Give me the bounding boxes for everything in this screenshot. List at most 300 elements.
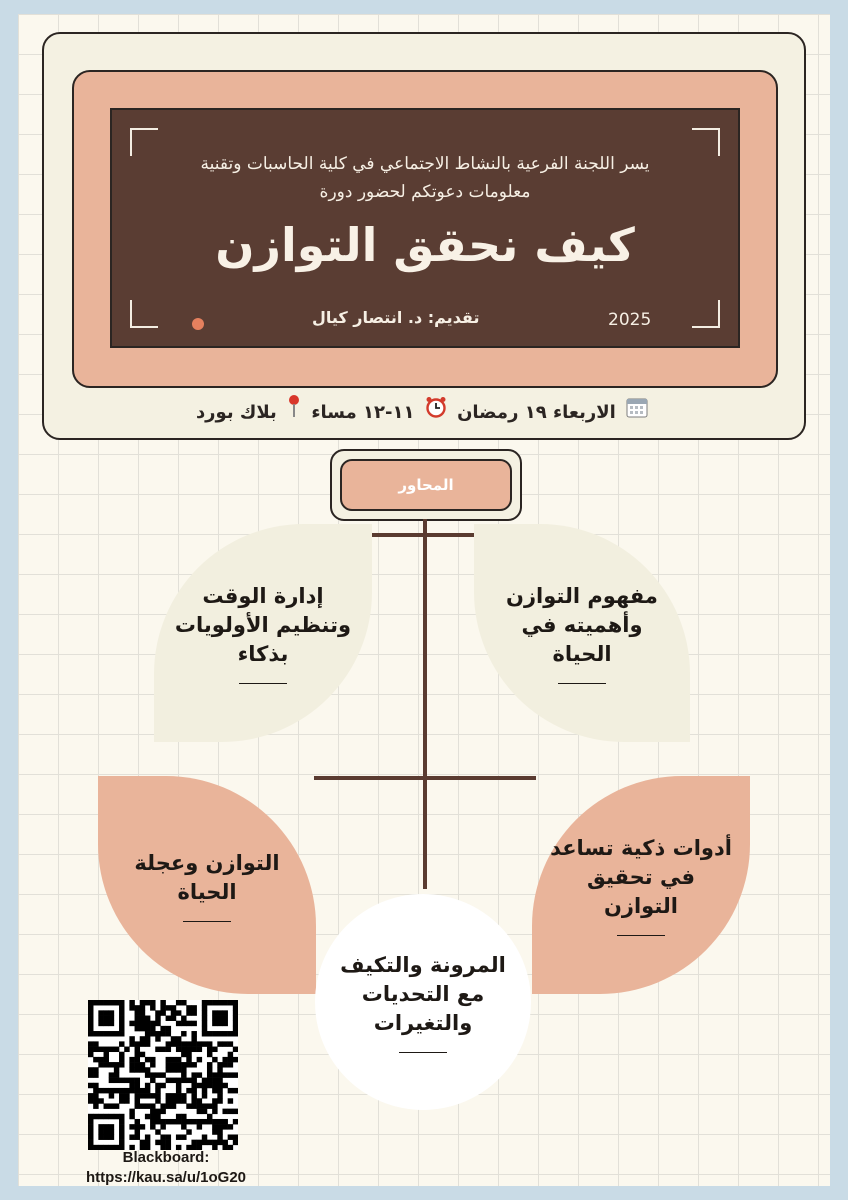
qr-module xyxy=(202,1103,207,1108)
qr-module xyxy=(140,1000,145,1005)
qr-module xyxy=(202,1134,207,1139)
qr-module xyxy=(233,1016,238,1021)
qr-module xyxy=(171,1005,176,1010)
qr-module xyxy=(114,1067,119,1072)
qr-module xyxy=(160,1140,165,1145)
qr-module xyxy=(145,1093,150,1098)
qr-module xyxy=(191,1010,196,1015)
qr-module xyxy=(166,1093,171,1098)
qr-module xyxy=(212,1072,217,1077)
qr-module xyxy=(104,1114,109,1119)
qr-module xyxy=(207,1062,212,1067)
axis-item-2: إدارة الوقت وتنظيم الأولويات بذكاء xyxy=(154,524,372,742)
qr-module xyxy=(217,1072,222,1077)
qr-module xyxy=(166,1026,171,1031)
qr-module xyxy=(202,1021,207,1026)
qr-module xyxy=(191,1005,196,1010)
qr-module xyxy=(93,1114,98,1119)
qr-module xyxy=(181,1119,186,1124)
qr-module xyxy=(140,1026,145,1031)
qr-module xyxy=(150,1114,155,1119)
axes-label-frame xyxy=(330,449,522,521)
qr-module xyxy=(181,1124,186,1129)
qr-module xyxy=(135,1067,140,1072)
qr-module xyxy=(88,1041,93,1046)
qr-module xyxy=(109,1114,114,1119)
registration-link[interactable]: https://kau.sa/u/1oG20 xyxy=(85,1169,247,1186)
qr-module xyxy=(109,1031,114,1036)
qr-module xyxy=(222,1021,227,1026)
qr-module xyxy=(207,1103,212,1108)
qr-code[interactable] xyxy=(88,1000,238,1150)
qr-module xyxy=(109,1010,114,1015)
qr-module xyxy=(233,1000,238,1005)
qr-module xyxy=(233,1109,238,1114)
qr-module xyxy=(155,1093,160,1098)
qr-module xyxy=(171,1078,176,1083)
qr-module xyxy=(228,1031,233,1036)
qr-module xyxy=(150,1103,155,1108)
qr-module xyxy=(171,1016,176,1021)
qr-module xyxy=(129,1088,134,1093)
qr-module xyxy=(155,1109,160,1114)
qr-module xyxy=(217,1093,222,1098)
qr-module xyxy=(140,1010,145,1015)
qr-module xyxy=(119,1088,124,1093)
qr-module xyxy=(140,1041,145,1046)
qr-module xyxy=(202,1119,207,1124)
qr-module xyxy=(145,1057,150,1062)
qr-module xyxy=(186,1062,191,1067)
qr-module xyxy=(191,1103,196,1108)
qr-module xyxy=(207,1140,212,1145)
qr-module xyxy=(176,1041,181,1046)
qr-module xyxy=(124,1047,129,1052)
qr-module xyxy=(217,1067,222,1072)
qr-module xyxy=(119,1010,124,1015)
qr-module xyxy=(104,1000,109,1005)
decorative-dot xyxy=(192,318,204,330)
qr-module xyxy=(202,1041,207,1046)
qr-module xyxy=(222,1124,227,1129)
qr-module xyxy=(129,1036,134,1041)
qr-module xyxy=(217,1129,222,1134)
qr-module xyxy=(217,1098,222,1103)
qr-module xyxy=(109,1072,114,1077)
qr-module xyxy=(104,1057,109,1062)
qr-module xyxy=(217,1016,222,1021)
qr-module xyxy=(160,1134,165,1139)
qr-module xyxy=(98,1010,103,1015)
qr-module xyxy=(119,1093,124,1098)
qr-module xyxy=(166,1134,171,1139)
qr-module xyxy=(160,1026,165,1031)
qr-module xyxy=(119,1062,124,1067)
qr-module xyxy=(181,1021,186,1026)
qr-module xyxy=(171,1057,176,1062)
qr-module xyxy=(176,1047,181,1052)
qr-module xyxy=(171,1062,176,1067)
qr-module xyxy=(217,1000,222,1005)
qr-module xyxy=(191,1083,196,1088)
qr-module xyxy=(212,1129,217,1134)
qr-module xyxy=(217,1078,222,1083)
qr-module xyxy=(119,1119,124,1124)
course-title: كيف نحقق التوازن xyxy=(215,218,635,272)
qr-module xyxy=(109,1103,114,1108)
qr-module xyxy=(212,1057,217,1062)
qr-module xyxy=(119,1129,124,1134)
qr-module xyxy=(140,1093,145,1098)
axis-item-4: التوازن وعجلة الحياة xyxy=(98,776,316,994)
qr-module xyxy=(191,1098,196,1103)
qr-module xyxy=(181,1031,186,1036)
qr-module xyxy=(135,1010,140,1015)
qr-module xyxy=(222,1010,227,1015)
qr-module xyxy=(207,1067,212,1072)
qr-module xyxy=(135,1021,140,1026)
divider xyxy=(617,935,665,936)
qr-module xyxy=(233,1005,238,1010)
qr-module xyxy=(88,1140,93,1145)
qr-module xyxy=(155,1129,160,1134)
qr-module xyxy=(114,1078,119,1083)
qr-module xyxy=(212,1021,217,1026)
qr-module xyxy=(88,1031,93,1036)
qr-module xyxy=(114,1088,119,1093)
qr-module xyxy=(202,1083,207,1088)
qr-module xyxy=(222,1057,227,1062)
qr-module xyxy=(176,1114,181,1119)
qr-module xyxy=(109,1088,114,1093)
qr-module xyxy=(145,1134,150,1139)
qr-module xyxy=(135,1088,140,1093)
qr-module xyxy=(140,1140,145,1145)
qr-module xyxy=(135,1016,140,1021)
qr-module xyxy=(150,1119,155,1124)
qr-module xyxy=(155,1119,160,1124)
qr-module xyxy=(166,1078,171,1083)
qr-module xyxy=(129,1124,134,1129)
qr-module xyxy=(212,1140,217,1145)
qr-module xyxy=(197,1119,202,1124)
qr-module xyxy=(155,1088,160,1093)
qr-module xyxy=(109,1000,114,1005)
qr-module xyxy=(176,1119,181,1124)
qr-module xyxy=(228,1057,233,1062)
qr-module xyxy=(212,1016,217,1021)
qr-module xyxy=(191,1072,196,1077)
qr-module xyxy=(135,1062,140,1067)
qr-module xyxy=(119,1124,124,1129)
qr-module xyxy=(129,1062,134,1067)
qr-module xyxy=(160,1005,165,1010)
qr-module xyxy=(135,1093,140,1098)
qr-module xyxy=(217,1124,222,1129)
qr-module xyxy=(135,1047,140,1052)
qr-module xyxy=(181,1000,186,1005)
qr-module xyxy=(150,1000,155,1005)
qr-module xyxy=(135,1026,140,1031)
qr-module xyxy=(129,1114,134,1119)
qr-module xyxy=(119,1031,124,1036)
qr-module xyxy=(181,1098,186,1103)
qr-module xyxy=(160,1072,165,1077)
event-time: ١١-١٢ مساء xyxy=(311,402,415,423)
qr-module xyxy=(186,1047,191,1052)
qr-module xyxy=(217,1021,222,1026)
qr-module xyxy=(191,1036,196,1041)
qr-module xyxy=(228,1098,233,1103)
qr-module xyxy=(88,1083,93,1088)
qr-module xyxy=(191,1119,196,1124)
header-panel xyxy=(110,108,740,348)
qr-module xyxy=(119,1000,124,1005)
qr-module xyxy=(150,1093,155,1098)
qr-module xyxy=(145,1083,150,1088)
qr-module xyxy=(93,1103,98,1108)
qr-module xyxy=(119,1026,124,1031)
qr-module xyxy=(160,1119,165,1124)
qr-module xyxy=(212,1083,217,1088)
qr-module xyxy=(93,1047,98,1052)
qr-module xyxy=(155,1021,160,1026)
qr-module xyxy=(171,1067,176,1072)
qr-module xyxy=(104,1134,109,1139)
qr-module xyxy=(207,1114,212,1119)
qr-module xyxy=(197,1103,202,1108)
qr-module xyxy=(129,1021,134,1026)
qr-module xyxy=(212,1078,217,1083)
qr-module xyxy=(98,1016,103,1021)
qr-module xyxy=(197,1140,202,1145)
qr-module xyxy=(98,1114,103,1119)
qr-module xyxy=(104,1129,109,1134)
qr-module xyxy=(88,1052,93,1057)
qr-module xyxy=(217,1119,222,1124)
qr-module xyxy=(186,1041,191,1046)
qr-module xyxy=(135,1041,140,1046)
qr-module xyxy=(207,1078,212,1083)
alarm-clock-icon xyxy=(425,396,447,423)
qr-module xyxy=(88,1000,93,1005)
qr-module xyxy=(176,1083,181,1088)
qr-module xyxy=(207,1041,212,1046)
registration-caption xyxy=(46,1148,286,1186)
qr-module xyxy=(233,1010,238,1015)
qr-module xyxy=(222,1083,227,1088)
qr-module xyxy=(135,1057,140,1062)
qr-module xyxy=(181,1114,186,1119)
qr-module xyxy=(160,1047,165,1052)
qr-module xyxy=(98,1124,103,1129)
qr-module xyxy=(217,1062,222,1067)
qr-module xyxy=(166,1140,171,1145)
qr-module xyxy=(181,1047,186,1052)
qr-module xyxy=(186,1052,191,1057)
qr-module xyxy=(140,1021,145,1026)
qr-module xyxy=(145,1000,150,1005)
qr-module xyxy=(186,1021,191,1026)
corner-bracket xyxy=(692,300,720,328)
axis-item-1: مفهوم التوازن وأهميته في الحياة xyxy=(474,524,690,742)
qr-module xyxy=(166,1119,171,1124)
qr-module xyxy=(228,1052,233,1057)
qr-module xyxy=(233,1047,238,1052)
qr-module xyxy=(114,1114,119,1119)
qr-module xyxy=(150,1021,155,1026)
qr-module xyxy=(166,1098,171,1103)
qr-module xyxy=(119,1052,124,1057)
qr-module xyxy=(207,1031,212,1036)
qr-module xyxy=(98,1021,103,1026)
qr-module xyxy=(202,1093,207,1098)
qr-module xyxy=(155,1031,160,1036)
qr-module xyxy=(197,1072,202,1077)
qr-module xyxy=(181,1078,186,1083)
qr-module xyxy=(191,1041,196,1046)
qr-module xyxy=(104,1052,109,1057)
qr-module xyxy=(98,1031,103,1036)
qr-module xyxy=(93,1088,98,1093)
qr-module xyxy=(207,1083,212,1088)
qr-module xyxy=(135,1119,140,1124)
qr-module xyxy=(181,1067,186,1072)
qr-module xyxy=(93,1072,98,1077)
qr-module xyxy=(207,1047,212,1052)
axes-label: المحاور xyxy=(340,459,512,511)
qr-module xyxy=(109,1047,114,1052)
qr-module xyxy=(228,1072,233,1077)
qr-module xyxy=(88,1005,93,1010)
qr-module xyxy=(140,1067,145,1072)
qr-module xyxy=(212,1103,217,1108)
qr-module xyxy=(104,1010,109,1015)
qr-module xyxy=(171,1103,176,1108)
qr-module xyxy=(233,1026,238,1031)
qr-module xyxy=(186,1078,191,1083)
qr-module xyxy=(207,1119,212,1124)
qr-module xyxy=(124,1078,129,1083)
qr-module xyxy=(145,1041,150,1046)
qr-module xyxy=(212,1109,217,1114)
qr-module xyxy=(186,1119,191,1124)
axis-item-5: المرونة والتكيف مع التحديات والتغيرات xyxy=(315,894,531,1110)
qr-module xyxy=(228,1041,233,1046)
qr-module xyxy=(88,1114,93,1119)
qr-module xyxy=(166,1016,171,1021)
qr-module xyxy=(98,1000,103,1005)
qr-module xyxy=(166,1041,171,1046)
qr-module xyxy=(145,1088,150,1093)
qr-module xyxy=(104,1103,109,1108)
qr-module xyxy=(202,1109,207,1114)
qr-module xyxy=(155,1016,160,1021)
qr-module xyxy=(212,1124,217,1129)
qr-module xyxy=(150,1026,155,1031)
qr-module xyxy=(88,1093,93,1098)
qr-module xyxy=(114,1047,119,1052)
year: 2025 xyxy=(608,310,652,330)
qr-module xyxy=(197,1057,202,1062)
qr-module xyxy=(88,1124,93,1129)
qr-module xyxy=(197,1083,202,1088)
qr-module xyxy=(155,1036,160,1041)
qr-module xyxy=(202,1078,207,1083)
corner-bracket xyxy=(130,300,158,328)
qr-module xyxy=(145,1140,150,1145)
qr-module xyxy=(233,1134,238,1139)
qr-module xyxy=(98,1129,103,1134)
qr-module xyxy=(135,1124,140,1129)
qr-module xyxy=(197,1109,202,1114)
qr-module xyxy=(186,1129,191,1134)
qr-module xyxy=(145,1031,150,1036)
qr-module xyxy=(181,1134,186,1139)
qr-module xyxy=(98,1047,103,1052)
qr-module xyxy=(202,1140,207,1145)
qr-module xyxy=(222,1072,227,1077)
qr-module xyxy=(160,1010,165,1015)
qr-module xyxy=(155,1140,160,1145)
qr-module xyxy=(171,1098,176,1103)
qr-module xyxy=(176,1010,181,1015)
qr-module xyxy=(228,1109,233,1114)
qr-module xyxy=(212,1031,217,1036)
qr-module xyxy=(176,1067,181,1072)
qr-module xyxy=(191,1031,196,1036)
qr-module xyxy=(119,1021,124,1026)
event-location: بلاك بورد xyxy=(195,402,277,423)
qr-module xyxy=(135,1078,140,1083)
event-details xyxy=(58,394,790,423)
divider xyxy=(399,1052,447,1053)
qr-module xyxy=(109,1093,114,1098)
qr-module xyxy=(119,1016,124,1021)
qr-module xyxy=(145,1072,150,1077)
qr-module xyxy=(145,1026,150,1031)
qr-module xyxy=(104,1124,109,1129)
qr-module xyxy=(150,1072,155,1077)
qr-module xyxy=(212,1047,217,1052)
qr-module xyxy=(140,1124,145,1129)
qr-module xyxy=(155,1114,160,1119)
qr-module xyxy=(222,1140,227,1145)
qr-module xyxy=(160,1000,165,1005)
qr-module xyxy=(171,1036,176,1041)
qr-module xyxy=(129,1078,134,1083)
qr-module xyxy=(129,1109,134,1114)
qr-module xyxy=(207,1072,212,1077)
qr-module xyxy=(207,1000,212,1005)
qr-module xyxy=(166,1067,171,1072)
qr-module xyxy=(88,1129,93,1134)
qr-module xyxy=(191,1062,196,1067)
qr-module xyxy=(140,1103,145,1108)
qr-module xyxy=(166,1057,171,1062)
calendar-icon xyxy=(626,396,648,423)
qr-module xyxy=(186,1088,191,1093)
qr-module xyxy=(191,1021,196,1026)
qr-module xyxy=(217,1010,222,1015)
qr-module xyxy=(93,1083,98,1088)
qr-module xyxy=(109,1078,114,1083)
qr-module xyxy=(88,1072,93,1077)
presenter: تقديم: د. انتصار كيال xyxy=(312,308,480,327)
connector-top-horizontal xyxy=(370,533,476,537)
qr-module xyxy=(176,1021,181,1026)
divider xyxy=(558,683,606,684)
